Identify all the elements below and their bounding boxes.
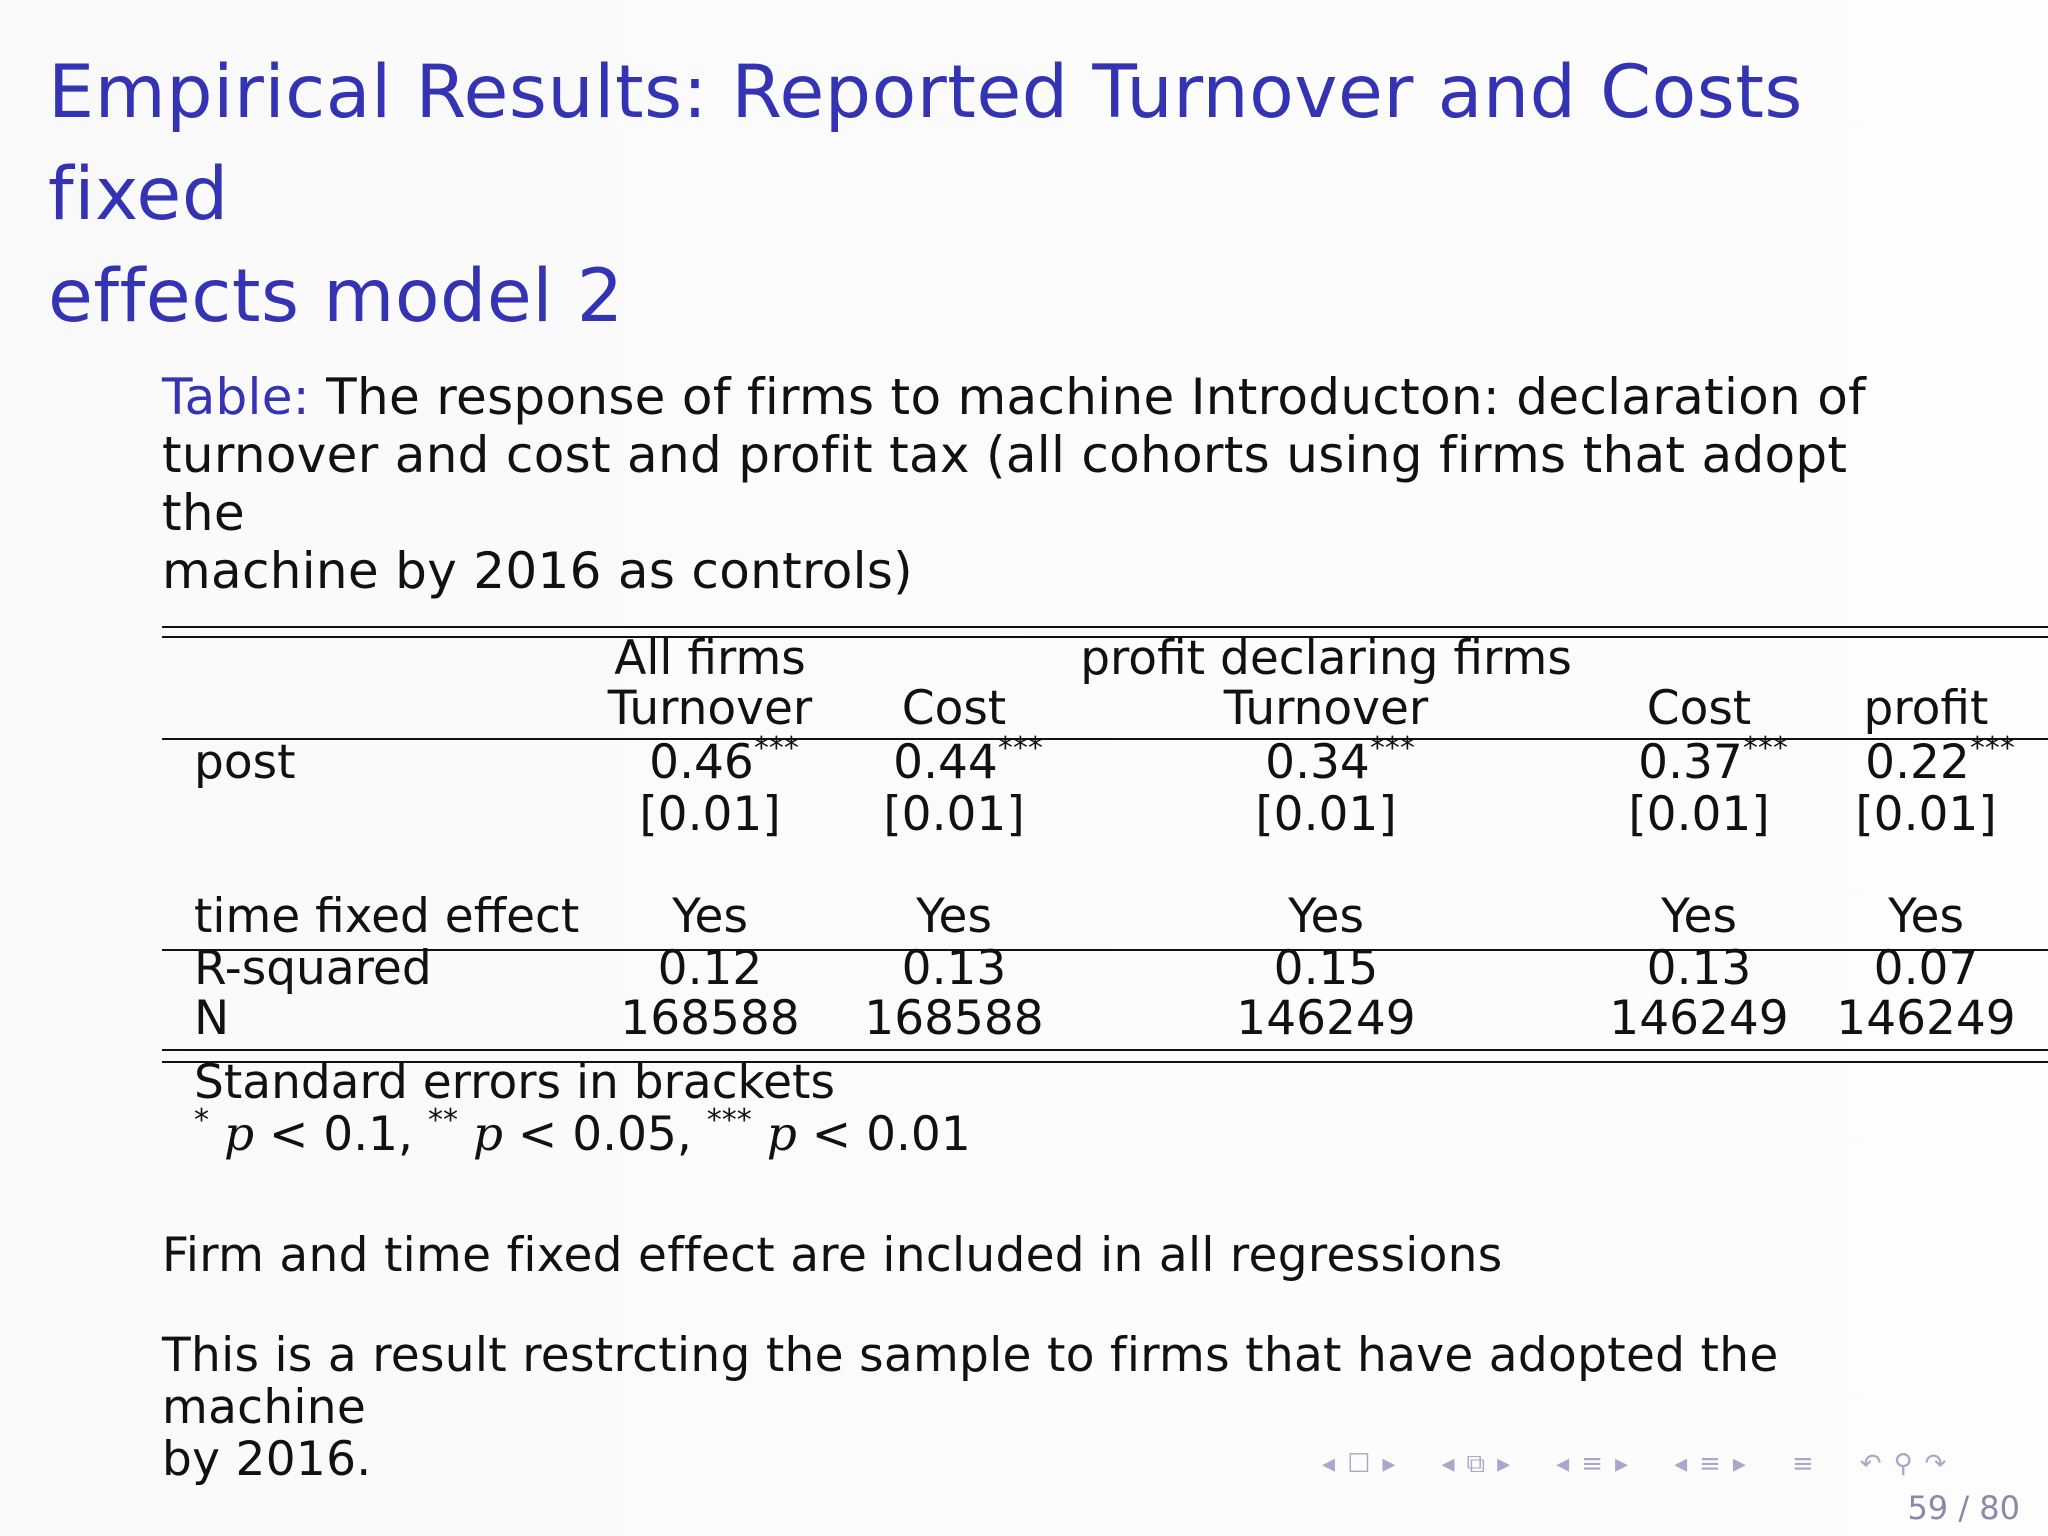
post-se-3: [0.01] bbox=[1255, 787, 1397, 842]
table-mid-rule bbox=[162, 949, 2048, 951]
toc-next-icon[interactable]: ▸ bbox=[1732, 1449, 1746, 1479]
caption-line-2: turnover and cost and profit tax (all cohorts using firms that adopt the bbox=[162, 426, 1848, 542]
caption-line-3: machine by 2016 as controls) bbox=[162, 542, 913, 600]
n-value-4: 146249 bbox=[1609, 991, 1789, 1046]
row-label-n: N bbox=[194, 991, 230, 1046]
n-value-5: 146249 bbox=[1836, 991, 2016, 1046]
tfe-value-5: Yes bbox=[1888, 889, 1964, 944]
section-next-icon[interactable]: ▸ bbox=[1615, 1449, 1629, 1479]
post-coef-2: 0.44*** bbox=[893, 731, 1043, 790]
post-coef-3: 0.34*** bbox=[1265, 731, 1415, 790]
col-header-profit: profit bbox=[1863, 681, 1989, 736]
caption-line-1 bbox=[162, 368, 1902, 426]
col-header-cost-2: Cost bbox=[1646, 681, 1752, 736]
table-bottom-rule bbox=[162, 1049, 2048, 1051]
tfe-value-1: Yes bbox=[672, 889, 748, 944]
col-header-cost-1: Cost bbox=[901, 681, 1007, 736]
sample-note-line-1: This is a result restrcting the sample to firms that have adopted the machine bbox=[162, 1328, 1779, 1435]
frame-prev-icon[interactable]: ◂ bbox=[1322, 1449, 1336, 1479]
frame-icon[interactable]: ☐ bbox=[1347, 1449, 1371, 1479]
align-icon[interactable]: ≡ bbox=[1791, 1449, 1814, 1479]
section-icon[interactable]: ≡ bbox=[1581, 1449, 1603, 1479]
frame-nav bbox=[1316, 1449, 1401, 1479]
post-se-5: [0.01] bbox=[1855, 787, 1997, 842]
subsection-icon[interactable]: ⧉ bbox=[1466, 1448, 1486, 1479]
col-header-turnover-2: Turnover bbox=[1223, 681, 1429, 736]
slide-title bbox=[48, 42, 1948, 348]
caption-label: Table: bbox=[162, 368, 310, 426]
subsection-nav bbox=[1435, 1449, 1516, 1480]
post-se-1: [0.01] bbox=[639, 787, 781, 842]
tfe-value-3: Yes bbox=[1288, 889, 1364, 944]
slide-title-line-2: effects model 2 bbox=[48, 254, 624, 339]
search-nav bbox=[1854, 1449, 1953, 1479]
r2-value-3: 0.15 bbox=[1273, 941, 1379, 996]
fixed-effect-note: Firm and time fixed effect are included in all regressions bbox=[162, 1228, 1503, 1283]
beamer-navigation-bar bbox=[1316, 1444, 2036, 1484]
frame-next-icon[interactable]: ▸ bbox=[1382, 1449, 1396, 1479]
tfe-value-4: Yes bbox=[1661, 889, 1737, 944]
r2-value-4: 0.13 bbox=[1646, 941, 1752, 996]
slide-title-line-1: Empirical Results: Reported Turnover and Costs fixed bbox=[48, 50, 1803, 237]
caption-text-1: The response of firms to machine Introducton: declaration of bbox=[326, 368, 1867, 426]
significance-note: * p < 0.1, ** p < 0.05, *** p < 0.01 bbox=[194, 1103, 971, 1162]
table-top-rule bbox=[162, 626, 2048, 628]
n-value-1: 168588 bbox=[620, 991, 800, 1046]
row-label-post: post bbox=[194, 735, 296, 790]
post-coef-4: 0.37*** bbox=[1638, 731, 1788, 790]
section-prev-icon[interactable]: ◂ bbox=[1556, 1449, 1570, 1479]
n-value-2: 168588 bbox=[864, 991, 1044, 1046]
section-nav bbox=[1550, 1449, 1634, 1479]
sample-note-line-2: by 2016. bbox=[162, 1432, 372, 1487]
table-caption bbox=[162, 368, 1902, 600]
group-header-profit-firms: profit declaring firms bbox=[1080, 631, 1572, 686]
search-icon[interactable]: ⚲ bbox=[1893, 1449, 1913, 1479]
post-coef-5: 0.22*** bbox=[1865, 731, 2015, 790]
align-nav bbox=[1786, 1449, 1820, 1479]
col-header-turnover-1: Turnover bbox=[607, 681, 813, 736]
subsection-next-icon[interactable]: ▸ bbox=[1497, 1449, 1511, 1479]
r2-value-5: 0.07 bbox=[1873, 941, 1979, 996]
tfe-value-2: Yes bbox=[916, 889, 992, 944]
n-value-3: 146249 bbox=[1236, 991, 1416, 1046]
group-header-all-firms: All firms bbox=[614, 631, 806, 686]
page-number: 59 / 80 bbox=[1907, 1489, 2020, 1527]
row-label-time-fixed-effect: time fixed effect bbox=[194, 889, 580, 944]
search-back-icon[interactable]: ↶ bbox=[1859, 1449, 1882, 1479]
row-label-r-squared: R-squared bbox=[194, 941, 432, 996]
post-coef-1: 0.46*** bbox=[649, 731, 799, 790]
post-se-2: [0.01] bbox=[883, 787, 1025, 842]
standard-errors-note: Standard errors in brackets bbox=[194, 1055, 835, 1110]
toc-nav bbox=[1668, 1449, 1752, 1479]
toc-icon[interactable]: ≡ bbox=[1699, 1449, 1721, 1479]
subsection-prev-icon[interactable]: ◂ bbox=[1441, 1449, 1455, 1479]
r2-value-1: 0.12 bbox=[657, 941, 763, 996]
toc-prev-icon[interactable]: ◂ bbox=[1674, 1449, 1688, 1479]
search-forward-icon[interactable]: ↷ bbox=[1924, 1449, 1947, 1479]
r2-value-2: 0.13 bbox=[901, 941, 1007, 996]
post-se-4: [0.01] bbox=[1628, 787, 1770, 842]
